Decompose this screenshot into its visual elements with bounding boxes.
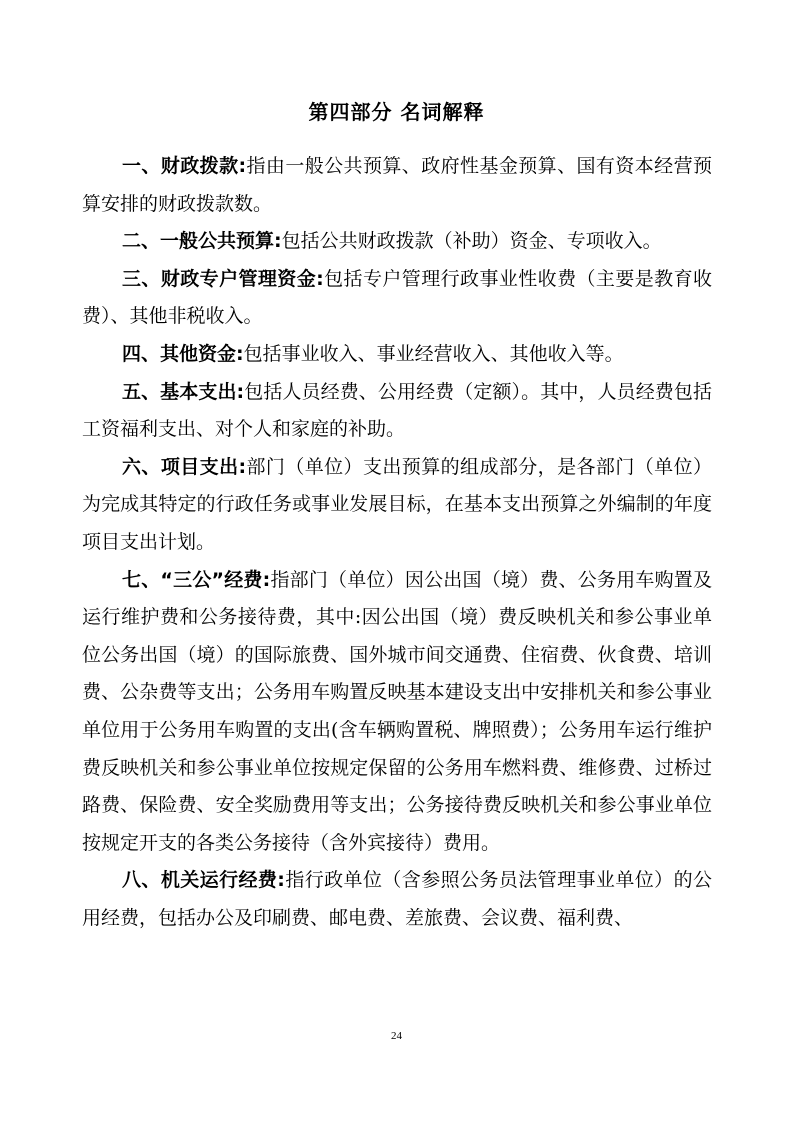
definition-term: 一、财政拨款:: [122, 155, 247, 177]
definition-text: 指部门（单位）因公出国（境）费、公务用车购置及运行维护费和公务接待费，其中:因公出国（境）费反映机关和参公事业单位公务出国（境）的国际旅费、国外城市间交通费、住宿费、伙食费、培训费、公杂费等支出；公务用车购置反映基本建设支出中安排机关和参公事业单位用于公务用车购置的支出(含车辆购置税、牌照费）；公务用车运行维护费反映机关和参公事业单位按规定保留的公务用车燃料费、维修费、过桥过路费、保险费、安全奖励费用等支出；公务接待费反映机关和参公事业单位按规定开支的各类公务接待（含外宾接待）费用。: [82, 568, 712, 854]
definition-item: [82, 862, 712, 937]
definition-item: [82, 449, 712, 562]
definition-item: [82, 336, 712, 374]
definition-term: 四、其他资金:: [122, 342, 244, 365]
definitions-list: [82, 148, 712, 937]
definition-item: [82, 148, 712, 223]
definition-item: [82, 374, 712, 449]
page-number: 24: [391, 1030, 402, 1042]
definition-text: 部门（单位）支出预算的组成部分，是各部门（单位）为完成其特定的行政任务或事业发展目标，在基本支出预算之外编制的年度项目支出计划。: [82, 455, 712, 553]
definition-item: [82, 223, 712, 261]
definition-text: 包括专户管理行政事业性收费（主要是教育收费）、其他非税收入。: [82, 267, 712, 328]
definition-term: 六、项目支出:: [122, 455, 247, 478]
definition-item: [82, 261, 712, 336]
definition-text: 指由一般公共预算、政府性基金预算、国有资本经营预算安排的财政拨款数。: [82, 155, 712, 215]
definition-term: 八、机关运行经费:: [122, 869, 285, 892]
definition-text: 包括事业收入、事业经营收入、其他收入等。: [243, 342, 624, 365]
definition-text: 包括人员经费、公用经费（定额）。其中，人员经费包括工资福利支出、对个人和家庭的补助。: [82, 380, 712, 441]
definition-text: 指行政单位（含参照公务员法管理事业单位）的公用经费，包括办公及印刷费、邮电费、差旅费、会议费、福利费、: [82, 869, 712, 929]
definition-term: 七、“三公”经费:: [122, 568, 271, 591]
page-title: 第四部分 名词解释: [308, 100, 485, 124]
definition-item: [82, 562, 712, 863]
definition-term: 二、一般公共预算:: [122, 230, 282, 253]
definition-text: 包括公共财政拨款（补助）资金、专项收入。: [281, 230, 662, 253]
definition-term: 五、基本支出:: [122, 380, 245, 403]
definition-term: 三、财政专户管理资金:: [122, 267, 324, 290]
